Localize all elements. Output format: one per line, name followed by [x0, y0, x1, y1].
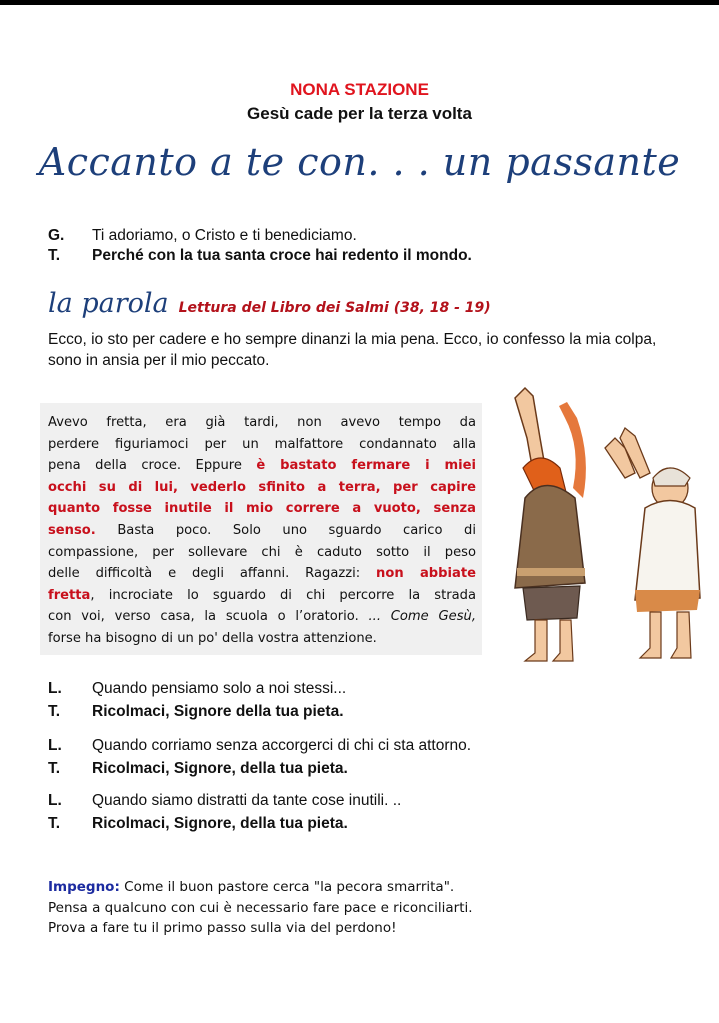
reflection-line	[48, 563, 476, 585]
impegno-line: Pensa a qualcuno con cui è necessario fare pace e riconciliarti.	[48, 899, 473, 916]
text-segment: , incrociate lo sguardo di chi percorre la strada	[90, 587, 476, 603]
reflection-line	[48, 520, 476, 542]
reflection-line	[48, 498, 476, 520]
row-text: Ti adoriamo, o Cristo e ti benediciamo.	[92, 227, 357, 244]
impegno-line: Prova a fare tu il primo passo sulla via del perdono!	[48, 920, 397, 936]
acclamation-t	[48, 247, 472, 265]
reflection-line	[48, 455, 476, 477]
row-text: Quando pensiamo solo a noi stessi...	[92, 680, 347, 697]
row-key: T.	[48, 247, 61, 264]
station-subtitle: Gesù cade per la terza volta	[247, 104, 472, 123]
parola-label: la parola	[48, 288, 169, 319]
impegno-section	[48, 877, 473, 939]
reflection-line	[48, 606, 476, 628]
text-segment: forse ha bisogno di un po' della vostra attenzione.	[48, 630, 377, 646]
reflection-line	[48, 542, 476, 564]
invocation-l	[48, 792, 401, 810]
reflection-line	[48, 477, 476, 499]
text-segment: con voi, verso casa, la scuola o l’oratorio.	[48, 609, 369, 625]
row-text: Ricolmaci, Signore, della tua pieta.	[92, 760, 348, 777]
invocation-l	[48, 737, 471, 755]
row-text: Ricolmaci, Signore della tua pieta.	[92, 703, 344, 720]
highlighted-text: non abbiate	[376, 566, 476, 582]
row-text: Quando siamo distratti da tante cose inutili. ..	[92, 792, 402, 809]
text-segment: Avevo fretta, era già tardi, non avevo tempo da	[48, 415, 476, 430]
highlighted-text: quanto fosse inutile il mio correre a vuoto, senza	[48, 501, 476, 517]
row-key: L.	[48, 792, 62, 809]
row-text: Quando corriamo senza accorgerci di chi ci sta attorno.	[92, 737, 472, 754]
impegno-line: Come il buon pastore cerca "la pecora smarrita".	[119, 879, 455, 895]
invocation-t	[48, 815, 348, 833]
row-key: T.	[48, 815, 61, 832]
reflection-line	[48, 585, 476, 607]
text-segment: compassione, per sollevare chi è caduto sotto il peso	[48, 544, 476, 560]
station-title: NONA STAZIONE	[290, 80, 429, 99]
highlighted-text: occhi su di lui, vederlo sfinito a terra, per capire	[48, 479, 476, 495]
illustration-children-reaching	[485, 378, 717, 673]
parola-heading	[48, 288, 491, 319]
row-key: G.	[48, 227, 65, 244]
invocation-l	[48, 680, 346, 698]
reading-reference: Lettura del Libro dei Salmi (38, 18 - 19)	[178, 300, 491, 316]
highlighted-text: è bastato fermare i miei	[256, 458, 477, 474]
psalm-text: Ecco, io sto per cadere e ho sempre dinanzi la mia pena. Ecco, io confesso la mia colpa, sono in ansia per il mio peccato.	[48, 331, 657, 369]
reflection-line	[48, 628, 476, 650]
reflection-line	[48, 412, 476, 434]
row-text: Ricolmaci, Signore, della tua pieta.	[92, 815, 348, 832]
text-segment: ... Come Gesù,	[368, 609, 477, 625]
invocation-t	[48, 760, 348, 778]
row-key: T.	[48, 703, 61, 720]
text-segment: Basta poco. Solo uno sguardo carico di	[95, 522, 476, 538]
row-key: T.	[48, 760, 61, 777]
invocation-t	[48, 703, 344, 721]
impegno-label: Impegno:	[48, 879, 120, 895]
top-bar	[0, 0, 719, 5]
acclamation-g	[48, 227, 357, 245]
row-key: L.	[48, 737, 62, 754]
row-text: Perché con la tua santa croce hai redento il mondo.	[92, 247, 472, 264]
highlighted-text: fretta	[48, 587, 91, 603]
reflection-line	[48, 434, 476, 456]
text-segment: perdere figuriamoci per un malfattore condannato alla	[48, 436, 476, 452]
row-key: L.	[48, 680, 62, 697]
text-segment: delle difficoltà e degli affanni. Ragazzi:	[48, 566, 377, 582]
highlighted-text: senso.	[48, 522, 96, 538]
script-heading: Accanto a te con. . . un passante	[38, 140, 681, 184]
text-segment: pena della croce. Eppure	[48, 458, 257, 474]
reflection-text	[48, 412, 476, 650]
